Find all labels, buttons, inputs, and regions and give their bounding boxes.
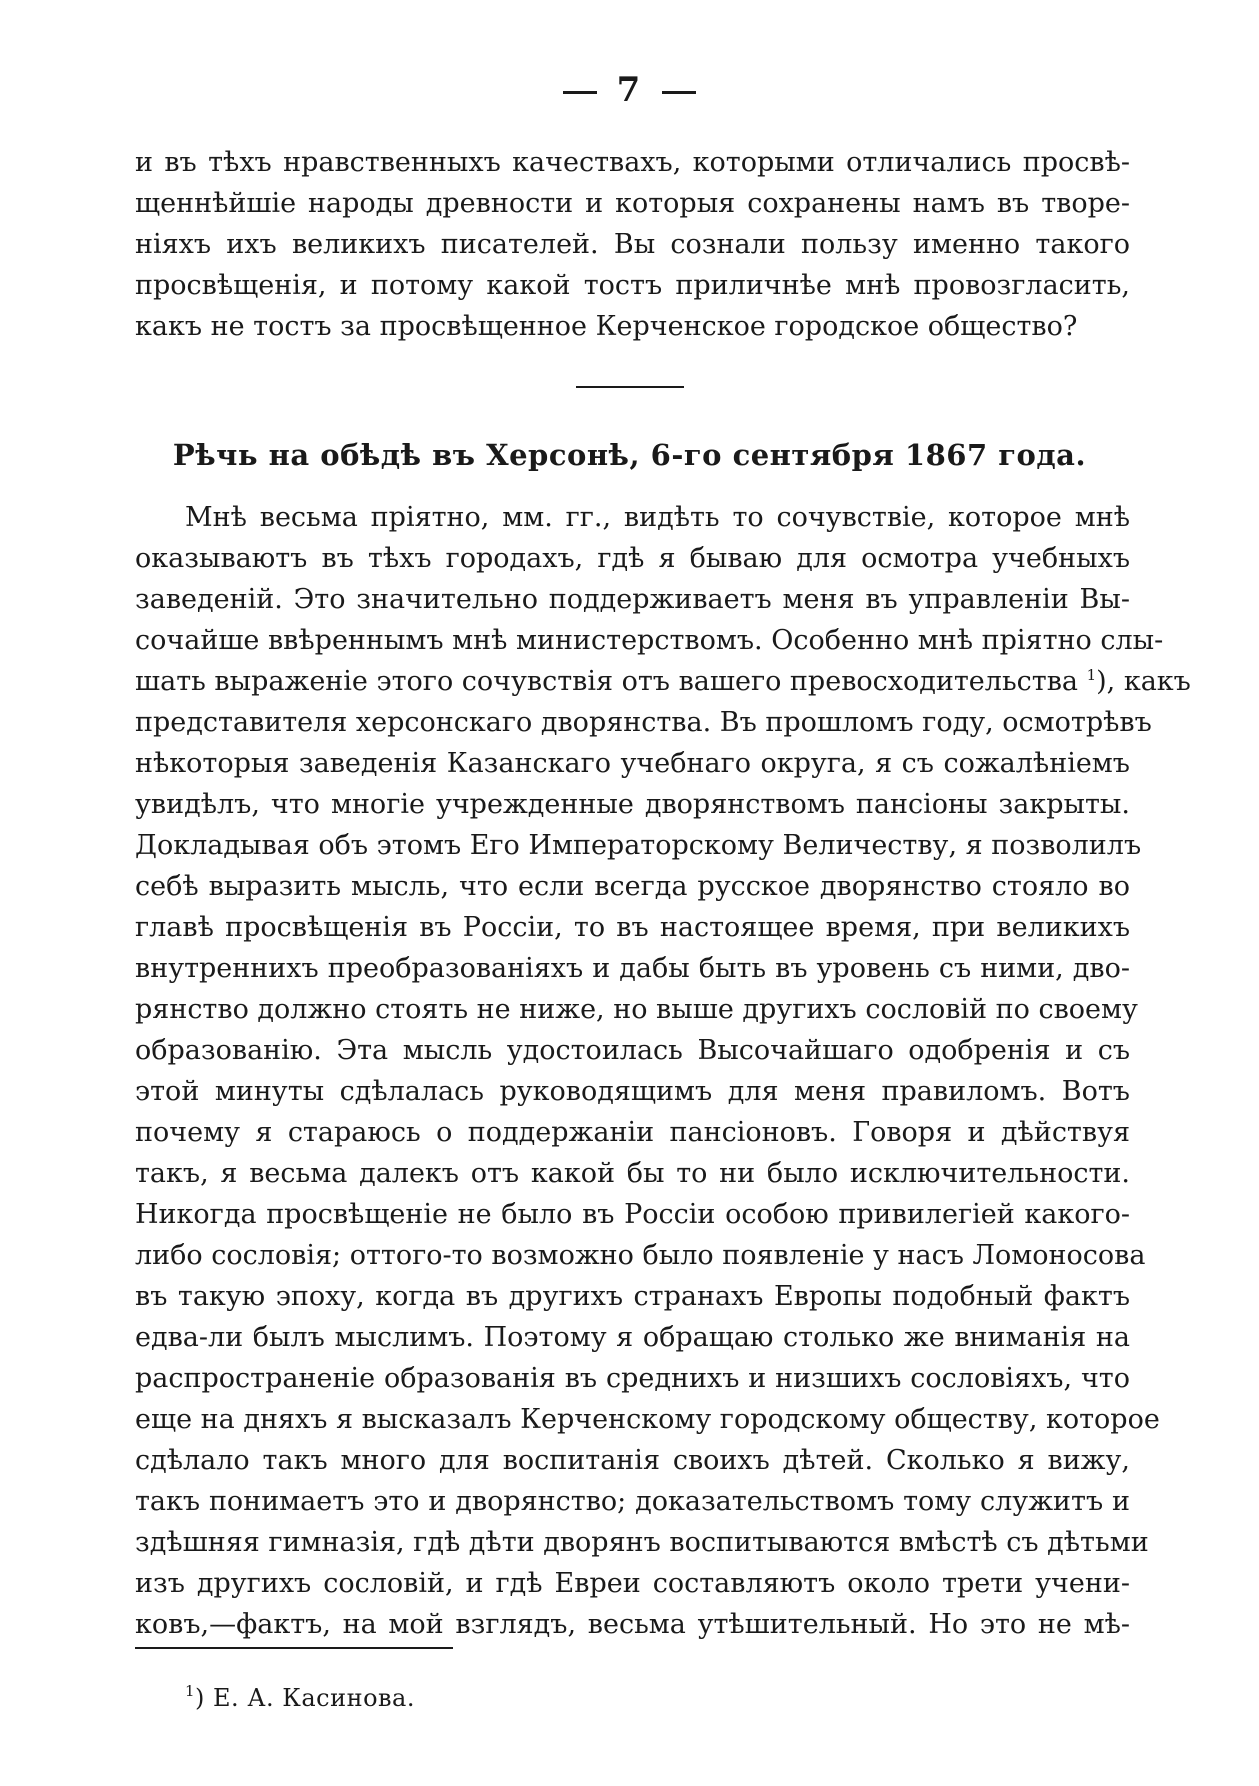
speech-body bbox=[135, 497, 1191, 1645]
page-number-left-dash bbox=[563, 91, 597, 94]
section-divider bbox=[576, 386, 684, 388]
text-line: Никогда просвѣщеніе не было въ Россіи особою привилегіей какого- bbox=[135, 1199, 1130, 1230]
footnote-reference[interactable]: 1 bbox=[1086, 666, 1097, 684]
text-line: этой минуты сдѣлалась руководящимъ для меня правиломъ. Вотъ bbox=[135, 1076, 1130, 1107]
page-number bbox=[0, 70, 1259, 110]
footnote bbox=[185, 1684, 415, 1712]
text-line: представителя херсонскаго дворянства. Въ прошломъ году, осмотрѣвъ bbox=[135, 707, 1152, 738]
footnote-divider bbox=[135, 1647, 453, 1649]
text-line: въ такую эпоху, когда въ другихъ странахъ Европы подобный фактъ bbox=[135, 1281, 1130, 1312]
text-line: Мнѣ весьма пріятно, мм. гг., видѣть то сочувствіе, которое мнѣ bbox=[185, 502, 1130, 533]
text-line: себѣ выразить мысль, что если всегда русское дворянство стояло во bbox=[135, 871, 1130, 902]
text-line: рянство должно стоять не ниже, но выше другихъ сословій по своему bbox=[135, 994, 1138, 1025]
text-line: ніяхъ ихъ великихъ писателей. Вы сознали пользу именно такого bbox=[135, 229, 1130, 260]
footnote-marker: 1 bbox=[185, 1682, 196, 1700]
text-line: сочайше ввѣреннымъ мнѣ министерствомъ. Особенно мнѣ пріятно слы- bbox=[135, 625, 1164, 656]
text-line: ковъ,—фактъ, на мой взглядъ, весьма утѣшительный. Но это не мѣ- bbox=[135, 1609, 1130, 1640]
text-line: щеннѣйшіе народы древности и которыя сохранены намъ въ творе- bbox=[135, 188, 1130, 219]
text-line: распространеніе образованія въ среднихъ и низшихъ сословіяхъ, что bbox=[135, 1363, 1130, 1394]
text-line: нѣкоторыя заведенія Казанскаго учебнаго округа, я съ сожалѣніемъ bbox=[135, 748, 1130, 779]
text-line: такъ понимаетъ это и дворянство; доказательствомъ тому служитъ и bbox=[135, 1486, 1130, 1517]
text-line: сдѣлало такъ много для воспитанія своихъ дѣтей. Сколько я вижу, bbox=[135, 1445, 1130, 1476]
text-line: едва-ли былъ мыслимъ. Поэтому я обращаю столько же вниманія на bbox=[135, 1322, 1130, 1353]
text-line: просвѣщенія, и потому какой тостъ приличнѣе мнѣ провозгласить, bbox=[135, 270, 1130, 301]
text-line: главѣ просвѣщенія въ Россіи, то въ настоящее время, при великихъ bbox=[135, 912, 1130, 943]
text-line: здѣшняя гимназія, гдѣ дѣти дворянъ воспитываются вмѣстѣ съ дѣтьми bbox=[135, 1527, 1149, 1558]
line-text: шать выраженіе этого сочувствія отъ вашего превосходительства bbox=[135, 666, 1078, 697]
text-line: такъ, я весьма далекъ отъ какой бы то ни было исключительности. bbox=[135, 1158, 1130, 1189]
text-line: заведеній. Это значительно поддерживаетъ меня въ управленіи Вы- bbox=[135, 584, 1130, 615]
speech-heading: Рѣчь на обѣдѣ въ Херсонѣ, 6-го сентября 1867 года. bbox=[172, 438, 1087, 472]
text-line: либо сословія; оттого-то возможно было появленіе у насъ Ломоносова bbox=[135, 1240, 1146, 1271]
page-number-right-dash bbox=[662, 91, 696, 94]
footnote-text: ) Е. А. Касинова. bbox=[195, 1684, 415, 1712]
text-line: внутреннихъ преобразованіяхъ и дабы быть въ уровень съ ними, дво- bbox=[135, 953, 1130, 984]
lead-paragraph bbox=[135, 142, 1130, 347]
text-line: изъ другихъ сословій, и гдѣ Евреи составляютъ около трети учени- bbox=[135, 1568, 1130, 1599]
text-line: почему я стараюсь о поддержаніи пансіоновъ. Говоря и дѣйствуя bbox=[135, 1117, 1130, 1148]
text-line: образованію. Эта мысль удостоилась Высочайшаго одобренія и съ bbox=[135, 1035, 1130, 1066]
text-line: еще на дняхъ я высказалъ Керченскому городскому обществу, которое bbox=[135, 1404, 1160, 1435]
text-line-with-footnote bbox=[135, 661, 1191, 702]
text-line: и въ тѣхъ нравственныхъ качествахъ, которыми отличались просвѣ- bbox=[135, 147, 1130, 178]
page-number-value: 7 bbox=[616, 70, 643, 110]
text-line: Докладывая объ этомъ Его Императорскому Величеству, я позволилъ bbox=[135, 830, 1142, 861]
line-text-continuation: ), какъ bbox=[1096, 666, 1191, 697]
text-line: оказываютъ въ тѣхъ городахъ, гдѣ я бываю для осмотра учебныхъ bbox=[135, 543, 1130, 574]
text-line: увидѣлъ, что многіе учрежденные дворянствомъ пансіоны закрыты. bbox=[135, 789, 1130, 820]
text-line: какъ не тостъ за просвѣщенное Керченское городское общество? bbox=[135, 311, 1078, 342]
